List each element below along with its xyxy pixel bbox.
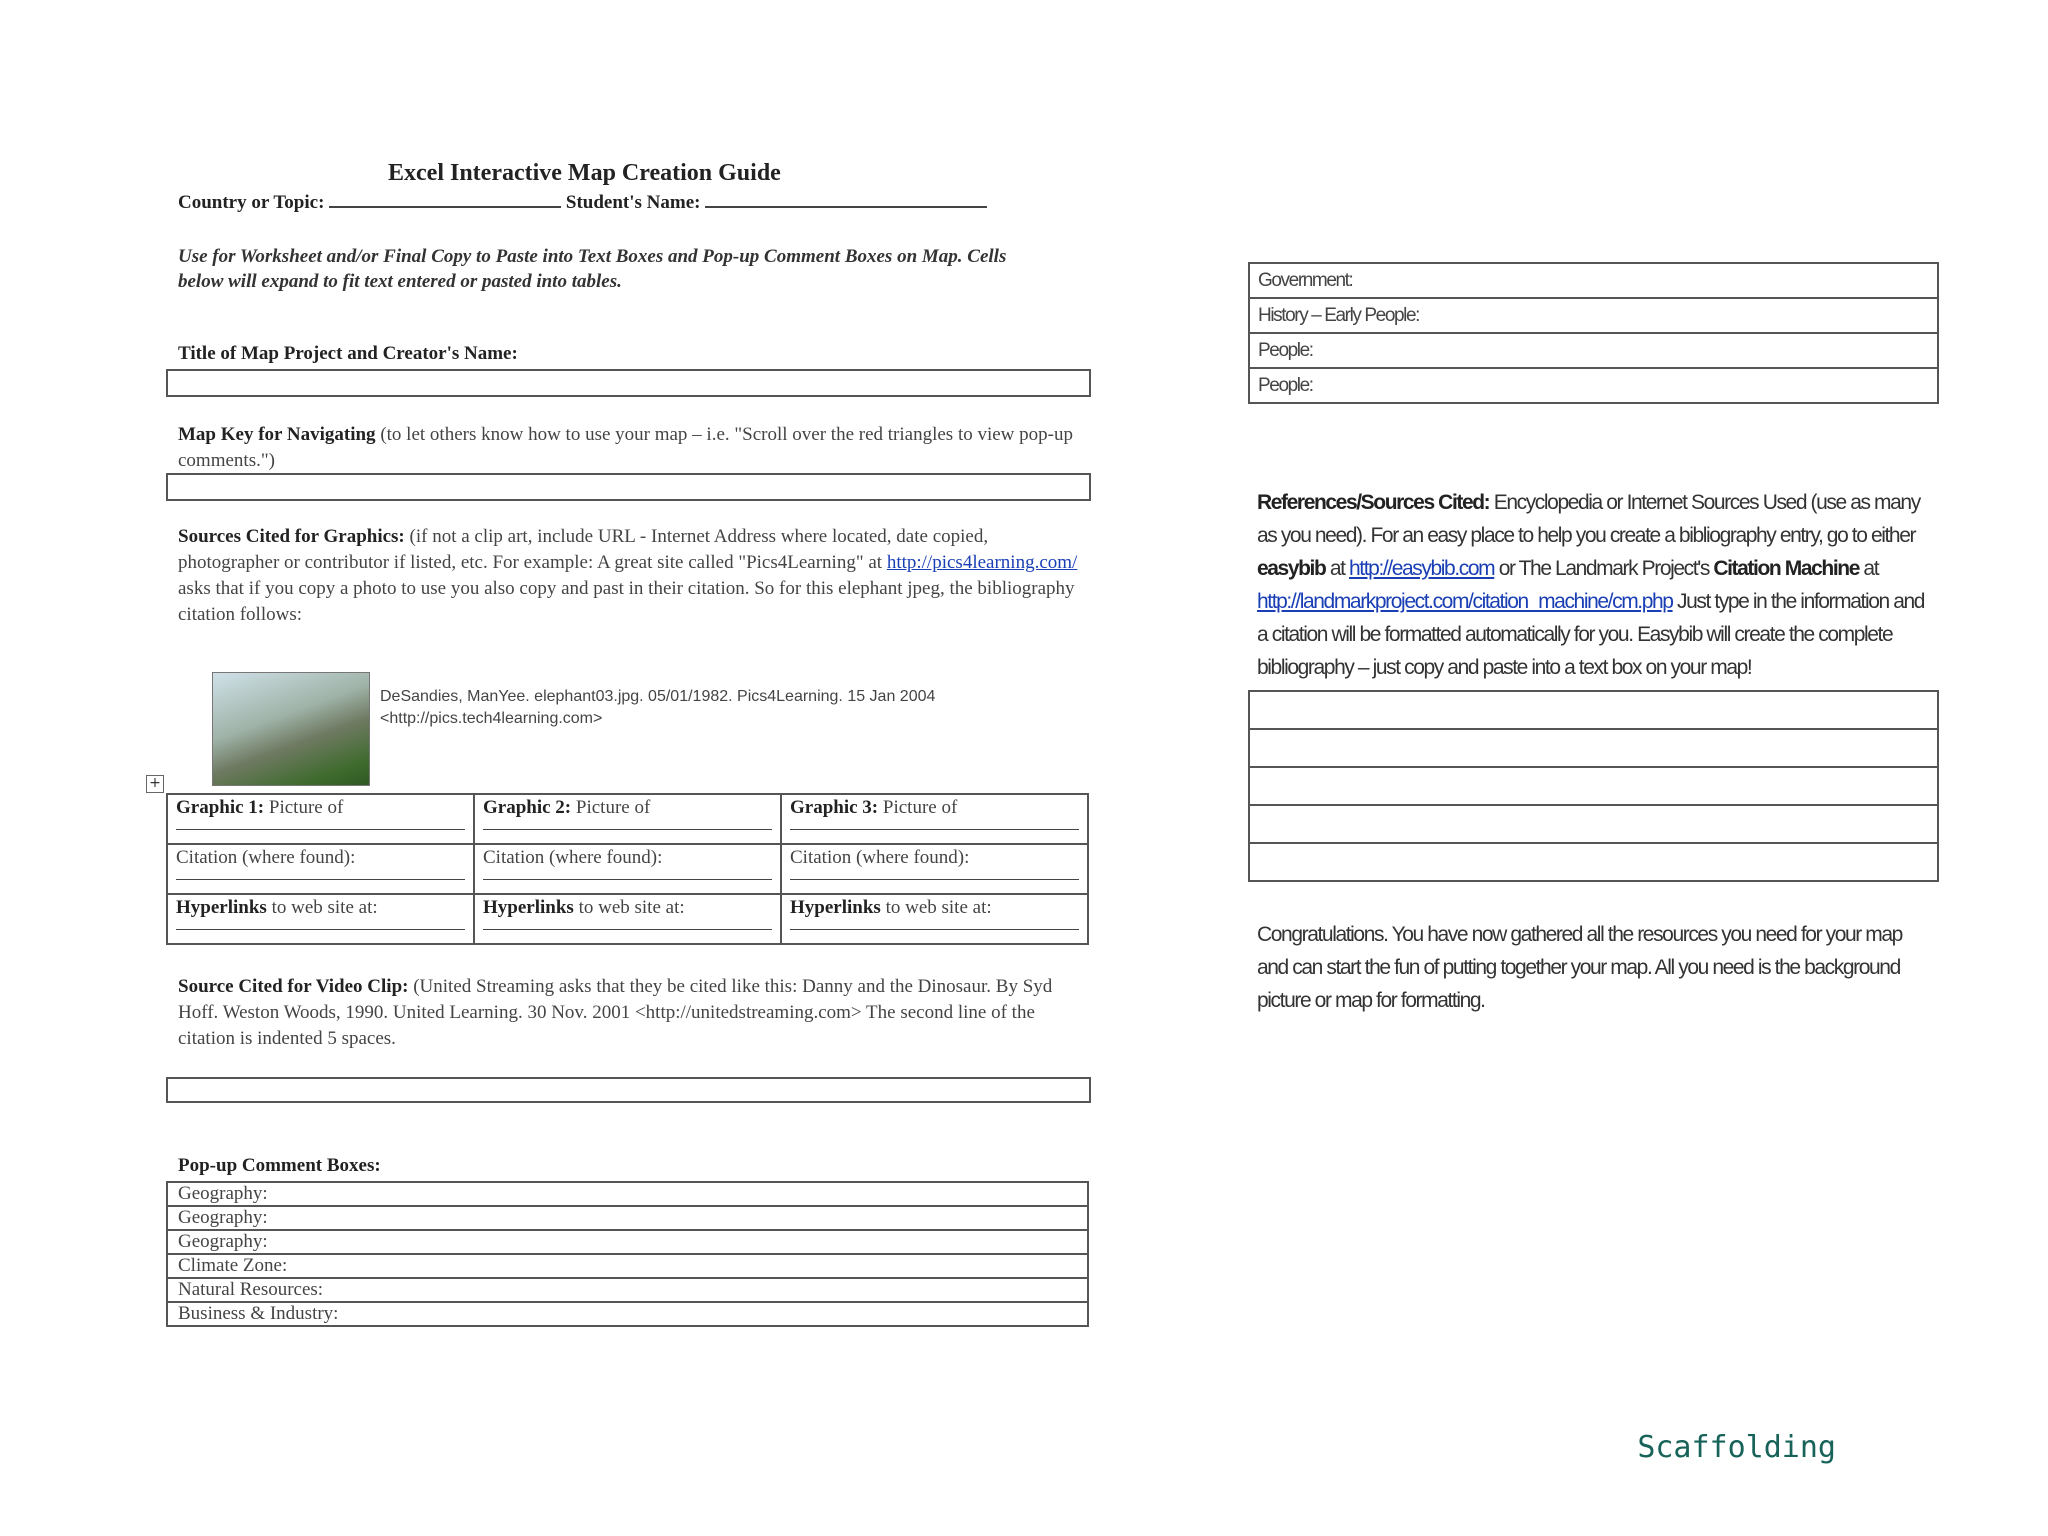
references-text-2: or The Landmark Project's xyxy=(1498,557,1709,580)
easybib-link[interactable]: http://easybib.com xyxy=(1349,557,1495,580)
graphic-3-hyperlink-cell[interactable] xyxy=(781,894,1088,944)
graphics-table xyxy=(166,793,1089,945)
graphic-1-picture-cell[interactable] xyxy=(167,794,474,844)
references-table xyxy=(1248,690,1939,882)
country-label: Country or Topic: xyxy=(178,192,325,213)
video-citation-box[interactable] xyxy=(166,1077,1091,1103)
graphics-picture-row xyxy=(167,794,1088,844)
references-text-3: Just type in the information and a citation will be formatted automatically for you. Easybib will create the complete bibliography – just copy and paste into a text box on your map! xyxy=(1257,590,1925,679)
map-title-label: Title of Map Project and Creator's Name: xyxy=(178,343,518,364)
references-at: at xyxy=(1329,557,1345,580)
sources-text-2: asks that if you copy a photo to use you also copy and past in their citation. So for this elephant jpeg, the bibliography citation follows: xyxy=(178,578,1075,625)
graphic-2-label: Graphic 2: xyxy=(483,797,572,818)
graphic-3-hyperlinks-label: Hyperlinks xyxy=(790,897,881,918)
popup-label: Pop-up Comment Boxes: xyxy=(178,1155,381,1176)
sources-label: Sources Cited for Graphics: xyxy=(178,526,405,547)
graphic-2-hyperlinks-label: Hyperlinks xyxy=(483,897,574,918)
graphic-3-label: Graphic 3: xyxy=(790,797,879,818)
reference-row[interactable] xyxy=(1249,767,1938,805)
graphic-3-citation-cell[interactable] xyxy=(781,844,1088,894)
reference-row[interactable] xyxy=(1249,691,1938,729)
graphic-2-hyperlinks-text: to web site at: xyxy=(578,897,685,918)
people-row[interactable]: People: xyxy=(1249,368,1938,403)
people-table xyxy=(1248,262,1939,404)
citation-machine-name: Citation Machine xyxy=(1713,557,1859,580)
graphic-3-citation: Citation (where found): xyxy=(790,847,970,868)
popup-row[interactable]: Climate Zone: xyxy=(167,1254,1088,1278)
pics4learning-link[interactable]: http://pics4learning.com/ xyxy=(886,552,1078,573)
map-key-paragraph xyxy=(178,422,1078,474)
popup-row[interactable]: Geography: xyxy=(167,1230,1088,1254)
video-paragraph xyxy=(178,974,1078,1052)
citation-machine-link[interactable]: http://landmarkproject.com/citation_machine/cm.php xyxy=(1257,590,1673,613)
popup-row[interactable]: Natural Resources: xyxy=(167,1278,1088,1302)
references-label: References/Sources Cited: xyxy=(1257,491,1490,514)
reference-row[interactable] xyxy=(1249,729,1938,767)
document-title: Excel Interactive Map Creation Guide xyxy=(388,160,781,186)
student-label: Student's Name: xyxy=(565,192,701,213)
country-field[interactable] xyxy=(329,206,561,208)
government-row[interactable]: Government: xyxy=(1249,263,1938,298)
popup-table xyxy=(166,1181,1089,1327)
graphic-2-picture: Picture of xyxy=(575,797,651,818)
map-key-text: (to let others know how to use your map – i.e. "Scroll over the red triangles to view pop-up comments.") xyxy=(178,424,1073,471)
popup-row[interactable]: Geography: xyxy=(167,1182,1088,1206)
graphic-1-citation: Citation (where found): xyxy=(176,847,356,868)
easybib-name: easybib xyxy=(1257,557,1326,580)
map-key-box[interactable] xyxy=(166,473,1091,501)
student-field[interactable] xyxy=(705,206,987,208)
graphic-2-citation-cell[interactable] xyxy=(474,844,781,894)
video-text-2: Danny and the Dinosaur. By Syd Hoff. Weston Woods, 1990. United Learning. 30 Nov. 2001 <http://unitedstreaming.com> The second line of the citation is indented 5 spaces. xyxy=(178,976,1053,1049)
graphic-2-picture-cell[interactable] xyxy=(474,794,781,844)
graphic-3-picture: Picture of xyxy=(882,797,958,818)
video-text-1: (United Streaming asks that they be cited like this: xyxy=(413,976,798,997)
graphics-hyperlink-row xyxy=(167,894,1088,944)
reference-row[interactable] xyxy=(1249,843,1938,881)
references-at-2: at xyxy=(1863,557,1879,580)
graphic-1-hyperlink-cell[interactable] xyxy=(167,894,474,944)
graphics-citation-row xyxy=(167,844,1088,894)
sources-paragraph xyxy=(178,524,1078,628)
header-fields xyxy=(178,192,1078,214)
graphic-3-hyperlinks-text: to web site at: xyxy=(885,897,992,918)
references-paragraph xyxy=(1257,486,1937,684)
video-label: Source Cited for Video Clip: xyxy=(178,976,409,997)
elephant-photo xyxy=(212,672,370,786)
graphic-2-hyperlink-cell[interactable] xyxy=(474,894,781,944)
map-key-label: Map Key for Navigating xyxy=(178,424,376,445)
sources-text-1: (if not a clip art, include URL - Internet Address where located, date copied, photographer or contributor if listed, etc. For example: A great site called "Pics4Learning" at xyxy=(178,526,989,573)
people-row[interactable]: People: xyxy=(1249,333,1938,368)
footer-label: Scaffolding xyxy=(1637,1430,1836,1465)
graphic-1-hyperlinks-label: Hyperlinks xyxy=(176,897,267,918)
graphic-1-label: Graphic 1: xyxy=(176,797,265,818)
congratulations-text: Congratulations. You have now gathered all the resources you need for your map and can start the fun of putting together your map. All you need is the background picture or map for formatting. xyxy=(1257,923,1902,1012)
history-row[interactable]: History – Early People: xyxy=(1249,298,1938,333)
popup-row[interactable]: Geography: xyxy=(167,1206,1088,1230)
graphic-1-picture: Picture of xyxy=(268,797,344,818)
elephant-citation: DeSandies, ManYee. elephant03.jpg. 05/01/1982. Pics4Learning. 15 Jan 2004 <http://pics.tech4learning.com> xyxy=(380,688,936,727)
map-title-box[interactable] xyxy=(166,369,1091,397)
popup-row[interactable]: Business & Industry: xyxy=(167,1302,1088,1326)
reference-row[interactable] xyxy=(1249,805,1938,843)
graphic-3-picture-cell[interactable] xyxy=(781,794,1088,844)
graphic-1-citation-cell[interactable] xyxy=(167,844,474,894)
graphic-2-citation: Citation (where found): xyxy=(483,847,663,868)
graphic-1-hyperlinks-text: to web site at: xyxy=(271,897,378,918)
instructions: Use for Worksheet and/or Final Copy to Paste into Text Boxes and Pop-up Comment Boxes on Map. Cells below will expand to fit text entered or pasted into tables. xyxy=(178,246,1007,292)
references-text-1: Encyclopedia or Internet Sources Used (use as many as you need). For an easy place to help you create a bibliography entry, go to either xyxy=(1257,491,1920,547)
table-move-handle-icon[interactable]: + xyxy=(146,775,164,793)
